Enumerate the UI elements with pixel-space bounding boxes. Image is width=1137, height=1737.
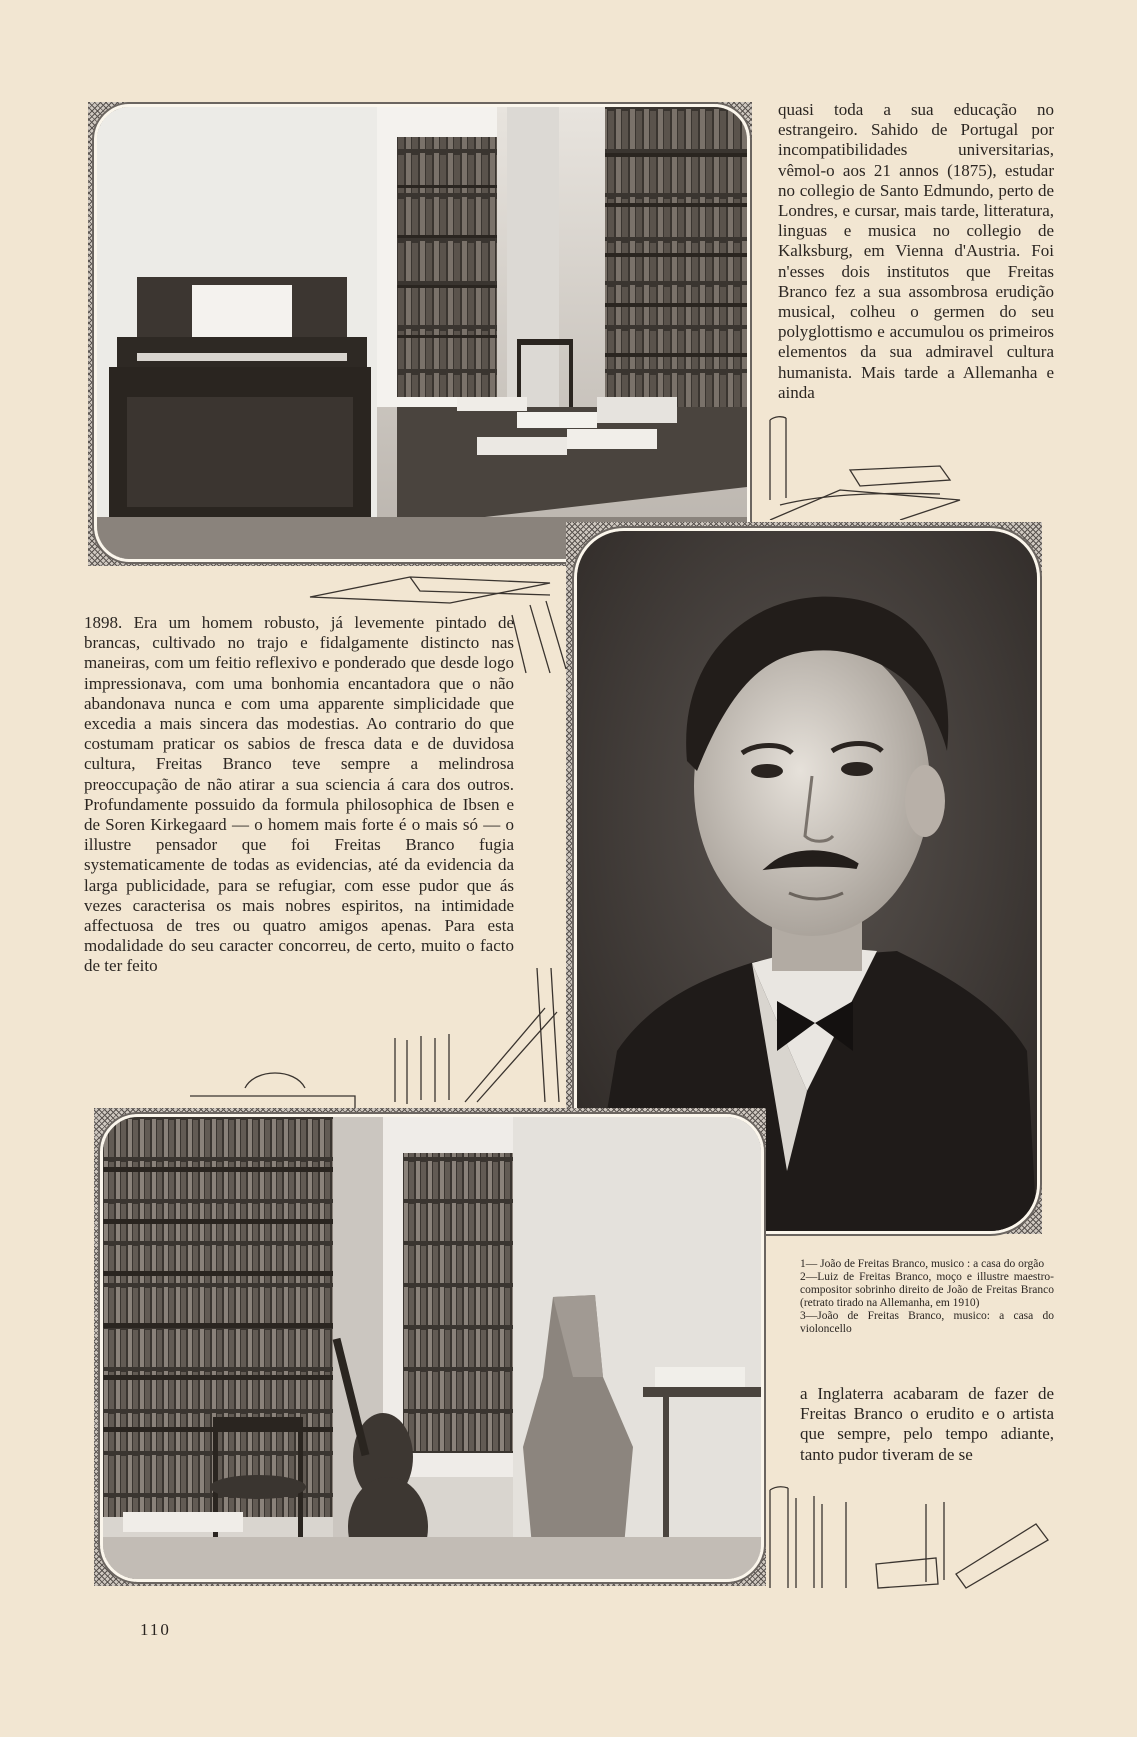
books-sketch-bottom xyxy=(766,1484,1056,1594)
books-sketch-middle xyxy=(300,555,570,675)
books-sketch-lower xyxy=(185,968,575,1108)
column-top-right xyxy=(778,100,1054,403)
photo-organ-room xyxy=(94,104,750,562)
column-top-right-text: quasi toda a sua educação no estrangeiro. Sahido de Portugal por incompatibilidades universitarias, vêmol-o aos 21 annos (1875), estudar no collegio de Santo Edmundo, perto de Londres, e cursar, mais tarde, litteratura, linguas e musica no collegio de Kalksburg, em Vienna d'Austria. Foi n'esses dois institutos que Freitas Branco fez a sua assombrosa erudição musical, colheu o germen do seu polyglottismo e accumulou os primeiros elementos da sua admiravel cultura humanista. Mais tarde a Allemanha e ainda xyxy=(778,100,1054,402)
column-middle-left-text: 1898. Era um homem robusto, já levemente pintado de brancas, cultivado no trajo e fidalgamente distincto nas maneiras, com um feitio reflexivo e ponderado que desde logo impressionava, com uma bonhomia encantadora que o não abandonava nunca e com uma apparente simplicidade que excedia a mais sincera das modestias. Ao contrario do que costumam praticar os sabios de fresca data e de duvidosa cultura, Freitas Branco teve sempre a melindrosa preoccupação de não atirar a sua sciencia á cara dos outros. Profundamente possuido da formula philosophica de Ibsen e de Soren Kirkegaard — o homem mais forte é o mais só — o illustre pensador que foi Freitas Branco fugia systematicamente de todas as evidencias, até da evidencia da larga publicidade, para se refugiar, com esse pudor que ás vezes caracterisa os mais nobres espiritos, na intimidade affectuosa de tres ou quatro amigos apenas. Para esta modalidade do seu caracter concorreu, de certo, muito o facto de ter feito xyxy=(84,613,514,976)
caption-1: 1— João de Freitas Branco, musico : a casa do orgão xyxy=(800,1258,1045,1270)
page-number: 110 xyxy=(140,1620,171,1639)
photo-cello-room xyxy=(100,1114,764,1582)
caption-3: 3—João de Freitas Branco, musico: a casa do violoncello xyxy=(800,1310,1054,1335)
books-sketch-top xyxy=(700,410,980,520)
column-bottom-right-text: a Inglaterra acabaram de fazer de Freitas Branco o erudito e o artista que sempre, pelo tempo adiante, tanto pudor tiveram de se xyxy=(800,1384,1054,1464)
organ-room-illustration xyxy=(97,107,747,559)
caption-2: 2—Luiz de Freitas Branco, moço e illustre maestro-compositor sobrinho direito de João de Freitas Branco (retrato tirado na Allemanha, em 1910) xyxy=(800,1271,1054,1309)
cello-room-illustration xyxy=(103,1117,761,1579)
column-bottom-right xyxy=(800,1384,1054,1465)
photo-captions xyxy=(800,1258,1054,1336)
